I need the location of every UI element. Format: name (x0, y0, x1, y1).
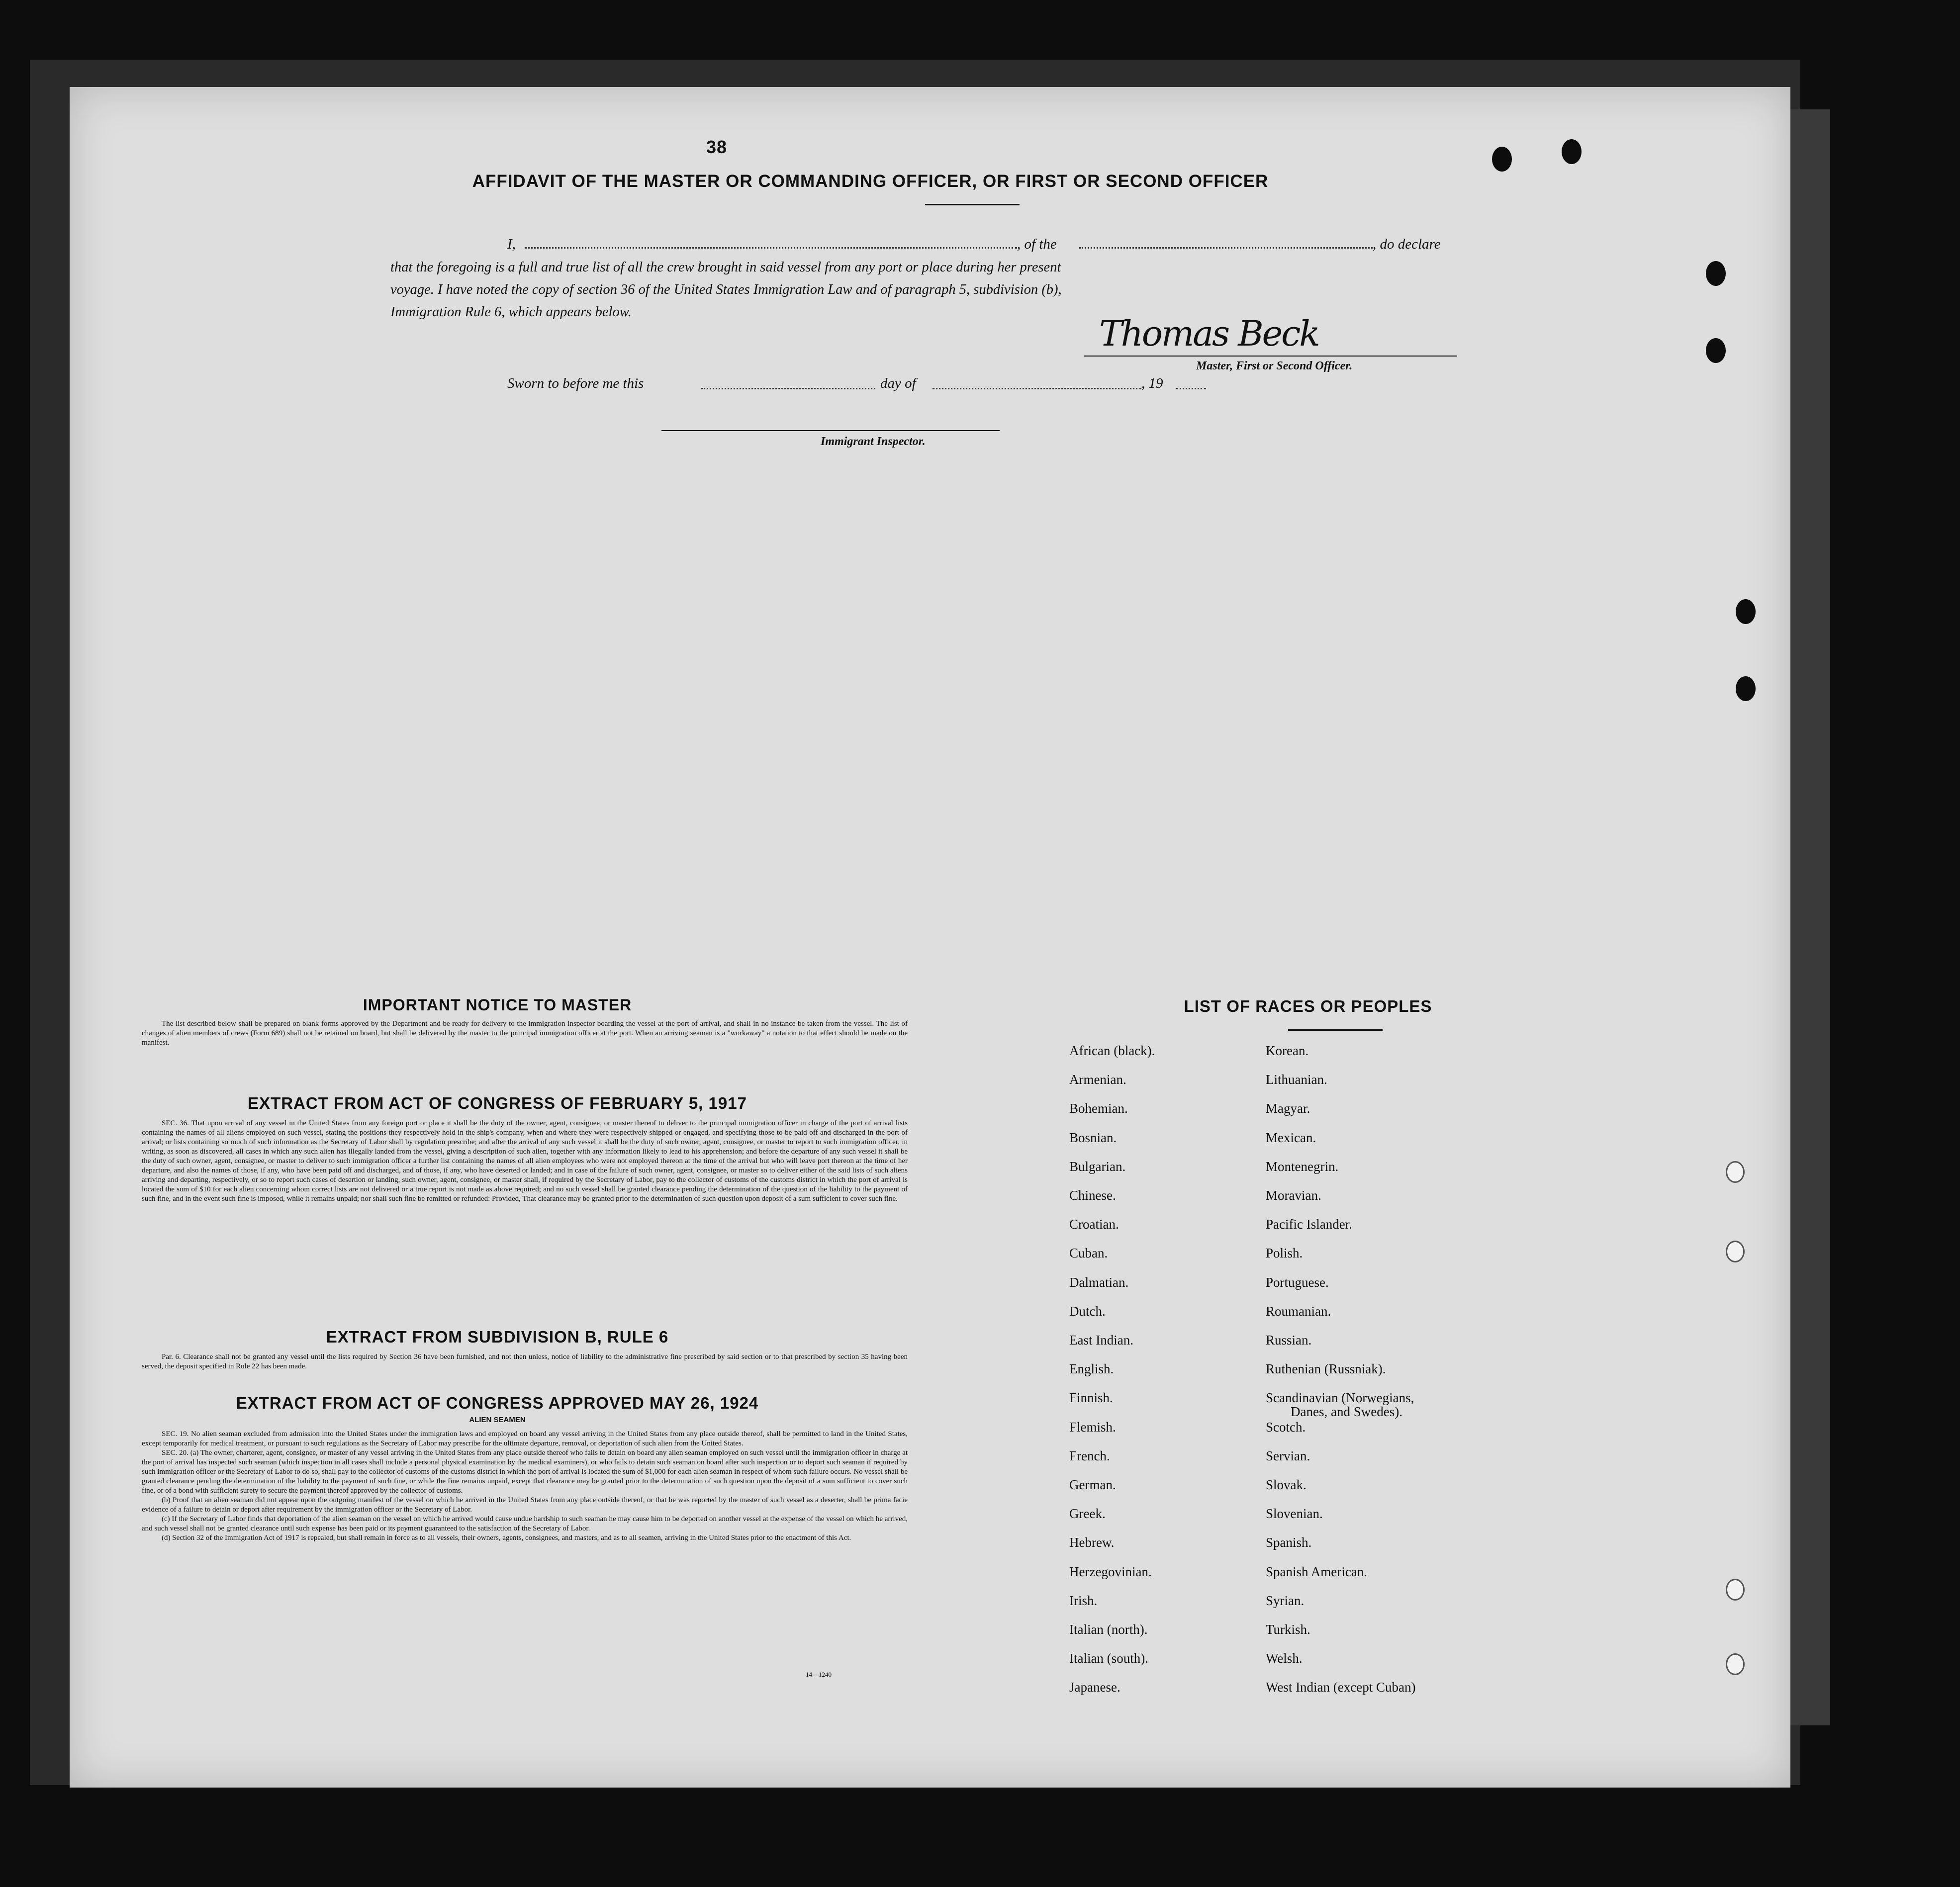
punch-hole (1726, 1241, 1745, 1262)
extract-rule6-title: EXTRACT FROM SUBDIVISION B, RULE 6 (326, 1328, 669, 1346)
signature-line (1084, 356, 1457, 357)
race-item: Scandinavian (Norwegians, (1266, 1390, 1414, 1406)
sworn-day-line (701, 388, 875, 389)
day-of-label: day of (880, 375, 916, 391)
race-item: Bulgarian. (1069, 1159, 1126, 1174)
race-item: Danes, and Swedes). (1291, 1404, 1402, 1420)
races-title: LIST OF RACES OR PEOPLES (1184, 997, 1432, 1015)
race-item: Montenegrin. (1266, 1159, 1339, 1174)
race-item: Syrian. (1266, 1593, 1305, 1608)
vessel-line (1079, 247, 1373, 249)
race-item: Slovenian. (1266, 1506, 1323, 1522)
race-item: Pacific Islander. (1266, 1217, 1352, 1232)
race-item: Dalmatian. (1069, 1274, 1129, 1290)
declarant-label: I, (507, 236, 516, 252)
race-item: Portuguese. (1266, 1274, 1329, 1290)
notice-body (142, 1019, 908, 1048)
document-page (70, 87, 1790, 1788)
race-item: German. (1069, 1477, 1116, 1492)
race-item: East Indian. (1069, 1333, 1133, 1348)
extract-1924-title: EXTRACT FROM ACT OF CONGRESS APPROVED MAY 26, 1924 (236, 1394, 759, 1412)
extract-1924-body (142, 1430, 908, 1543)
punch-hole (1736, 676, 1756, 701)
title-rule (925, 204, 1020, 205)
of-the-label: , of the (1017, 236, 1057, 252)
race-item: Ruthenian (Russniak). (1266, 1361, 1386, 1377)
year-label: , 19 (1141, 375, 1163, 391)
sec20c-text: (c) If the Secretary of Labor finds that deportation of the alien seaman on the vessel on which he arrived would cause undue hardship to such seaman he may cause him to be deported on another vessel at the expense of the vessel on which he arrived, and such vessel shall not be granted clearance until such expense has been paid or its payment guaranteed to the satisfaction of the Secretary of Labor. (142, 1515, 908, 1532)
punch-hole (1726, 1161, 1745, 1183)
alien-seamen-subtitle: ALIEN SEAMEN (469, 1416, 526, 1424)
race-item: Spanish American. (1266, 1564, 1367, 1579)
extract-1917-title: EXTRACT FROM ACT OF CONGRESS OF FEBRUARY 5, 1917 (248, 1094, 747, 1112)
sec19-text: SEC. 19. No alien seaman excluded from admission into the United States under the immigration laws and employed on board any vessel arriving in the United States from any place outside thereof, shall be permitted to land in the United States, except temporarily for medical treatment, or pursuant to such regulations as the Secretary of Labor may prescribe for the ultimate departure, removal, or deportation of such alien from the United States. (142, 1430, 908, 1447)
race-item: Roumanian. (1266, 1303, 1331, 1319)
race-item: Croatian. (1069, 1217, 1119, 1232)
sec20d-text: (d) Section 32 of the Immigration Act of 1917 is repealed, but shall remain in force as to all vessels, their owners, agents, consignees, and masters, and as to all seamen, arriving in the United States prior to the enactment of this Act. (162, 1534, 851, 1542)
punch-hole (1562, 139, 1582, 164)
notice-text: The list described below shall be prepared on blank forms approved by the Department and be ready for delivery to the immigration inspector boarding the vessel at the port of arrival, and shall in no instance be taken from the vessel. The list of changes of alien members of crews (Form 689) shall not be retained on board, but shall be delivered by the master to the principal immigration officer at the port. When an arriving seaman is a "workaway" a notation to that effect should be made on the manifest. (142, 1020, 908, 1047)
affidavit-title: AFFIDAVIT OF THE MASTER OR COMMANDING OFFICER, OR FIRST OR SECOND OFFICER (472, 172, 1269, 191)
race-item: Mexican. (1266, 1130, 1316, 1145)
extract-1917-body (142, 1119, 908, 1204)
do-declare-label: , do declare (1373, 236, 1441, 252)
race-item: Turkish. (1266, 1622, 1310, 1637)
form-number: 14—1240 (806, 1671, 832, 1678)
race-item: Finnish. (1069, 1390, 1113, 1406)
punch-hole (1736, 599, 1756, 624)
race-item: Flemish. (1069, 1419, 1116, 1435)
punch-hole (1706, 338, 1726, 363)
race-item: Spanish. (1266, 1535, 1312, 1550)
notice-title: IMPORTANT NOTICE TO MASTER (363, 996, 632, 1014)
race-item: Polish. (1266, 1246, 1303, 1261)
extract-rule6-body (142, 1352, 908, 1371)
sworn-year-line (1176, 388, 1206, 389)
race-item: Bohemian. (1069, 1101, 1128, 1116)
race-item: African (black). (1069, 1043, 1155, 1058)
race-item: English. (1069, 1361, 1114, 1377)
inspector-line (661, 430, 1000, 431)
sworn-month-line (933, 388, 1141, 389)
race-item: Slovak. (1266, 1477, 1307, 1492)
master-label: Master, First or Second Officer. (1196, 359, 1353, 372)
punch-hole (1726, 1579, 1745, 1601)
race-item: Herzegovinian. (1069, 1564, 1152, 1579)
race-item: Italian (north). (1069, 1622, 1148, 1637)
race-item: Korean. (1266, 1043, 1309, 1058)
sec20a-text: SEC. 20. (a) The owner, charterer, agent, consignee, or master of any vessel arriving in the United States from any place outside thereof who fails to detain on board any alien seaman employed on such vessel until the immigration officer in charge at the port of arrival has inspected such seaman (which inspection in all cases shall include a personal physical examination by the medical examiners), or who fails to detain such seaman on board after such inspection or to deport such seaman if required by such immigration officer or the Secretary of Labor to do so, shall pay to the collector of customs of the customs district in which the port of arrival is located the sum of $1,000 for each alien seaman in respect of whom such failure occurs. No vessel shall be granted clearance pending the determination of the liability to the payment of such fine, or while the fine remains unpaid, except that clearance may be granted prior to the determination of such question upon the deposit of a sum sufficient to cover such fine, or of a bond with sufficient surety to secure the payment thereof approved by the collector of customs. (142, 1449, 908, 1495)
top-mark: 38 (706, 137, 728, 157)
race-item: Bosnian. (1069, 1130, 1117, 1145)
sworn-label: Sworn to before me this (507, 375, 644, 391)
master-signature: Thomas Beck (1099, 313, 1319, 354)
declarant-name-line (525, 247, 1017, 249)
race-item: Armenian. (1069, 1072, 1126, 1087)
race-item: Cuban. (1069, 1246, 1108, 1261)
rule6-text: Par. 6. Clearance shall not be granted any vessel until the lists required by Section 36 have been furnished, and not then unless, notice of liability to the administrative fine prescribed by said section or to that prescribed by section 35 having been served, the deposit specified in Rule 22 has been made. (142, 1353, 908, 1370)
race-item: French. (1069, 1448, 1110, 1463)
inspector-label: Immigrant Inspector. (821, 435, 926, 448)
affidavit-text-3: Immigration Rule 6, which appears below. (390, 304, 632, 320)
race-item: Moravian. (1266, 1188, 1321, 1203)
affidavit-text-1: that the foregoing is a full and true list of all the crew brought in said vessel from any port or place during her present (390, 260, 1061, 275)
race-item: Lithuanian. (1266, 1072, 1327, 1087)
race-item: Russian. (1266, 1333, 1312, 1348)
section-36-text: SEC. 36. That upon arrival of any vessel in the United States from any foreign port or place it shall be the duty of the owner, agent, consignee, or master thereof to deliver to the principal immigration officer in charge of the port of arrival lists containing the names of all aliens employed on such vessel, stating the positions they respectively hold in the ship's company, when and where they were respectively shipped or engaged, and specifying those to be paid off and discharged in the port of arrival; or lists containing so much of such information as the Secretary of Labor shall by regulation prescribe; and after the arrival of any such vessel it shall be the duty of such owner, agent, consignee, or master to report to such immigration officer, in writing, as soon as discovered, all cases in which any such alien has illegally landed from the vessel, giving a description of such alien, together with any information likely to lead to his apprehension; and before the departure of any such vessel it shall be the duty of such owner, agent, consignee, or master to deliver to such immigration officer a further list containing the names of all alien employees who were not employed thereon at the time of the arrival but who will leave port thereon at the time of her departure, and also the names of those, if any, who have been paid off and discharged, and of those, if any, who have deserted or landed; and in case of the failure of such owner, agent, consignee, or master so to deliver either of the said lists of such aliens arriving and departing, respectively, or so to report such cases of desertion or landing, such owner, agent, consignee, or master shall, if required by the Secretary of Labor, pay to the collector of customs of the customs district in which the port of arrival is located the sum of $10 for each alien concerning whom correct lists are not delivered or a true report is not made as above required; and no such vessel shall be granted clearance pending the determination of the question of the liability to the payment of such fine, and in the event such fine is imposed, while it remains unpaid; nor shall such fine be remitted or refunded: Provided, That clearance may be granted prior to the determination of such question upon deposit of a sum sufficient to cover such fine. (142, 1119, 908, 1203)
affidavit-text-2: voyage. I have noted the copy of section 36 of the United States Immigration Law and of paragraph 5, subdivision (b), (390, 282, 1062, 297)
race-item: Magyar. (1266, 1101, 1310, 1116)
race-item: Dutch. (1069, 1303, 1106, 1319)
race-item: West Indian (except Cuban) (1266, 1680, 1416, 1695)
race-item: Greek. (1069, 1506, 1106, 1522)
race-item: Servian. (1266, 1448, 1310, 1463)
races-title-rule (1288, 1029, 1383, 1031)
sec20b-text: (b) Proof that an alien seaman did not appear upon the outgoing manifest of the vessel on which he arrived in the United States from any place outside thereof, or that he was reported by the master of such vessel as a deserter, shall be prima facie evidence of a failure to detain or deport after requirement by the immigration officer or the Secretary of Labor. (142, 1496, 908, 1514)
race-item: Scotch. (1266, 1419, 1306, 1435)
race-item: Chinese. (1069, 1188, 1116, 1203)
race-item: Welsh. (1266, 1651, 1303, 1666)
punch-hole (1492, 147, 1512, 172)
race-item: Japanese. (1069, 1680, 1120, 1695)
punch-hole (1726, 1653, 1745, 1675)
race-item: Irish. (1069, 1593, 1098, 1608)
race-item: Hebrew. (1069, 1535, 1115, 1550)
race-item: Italian (south). (1069, 1651, 1148, 1666)
punch-hole (1706, 261, 1726, 286)
